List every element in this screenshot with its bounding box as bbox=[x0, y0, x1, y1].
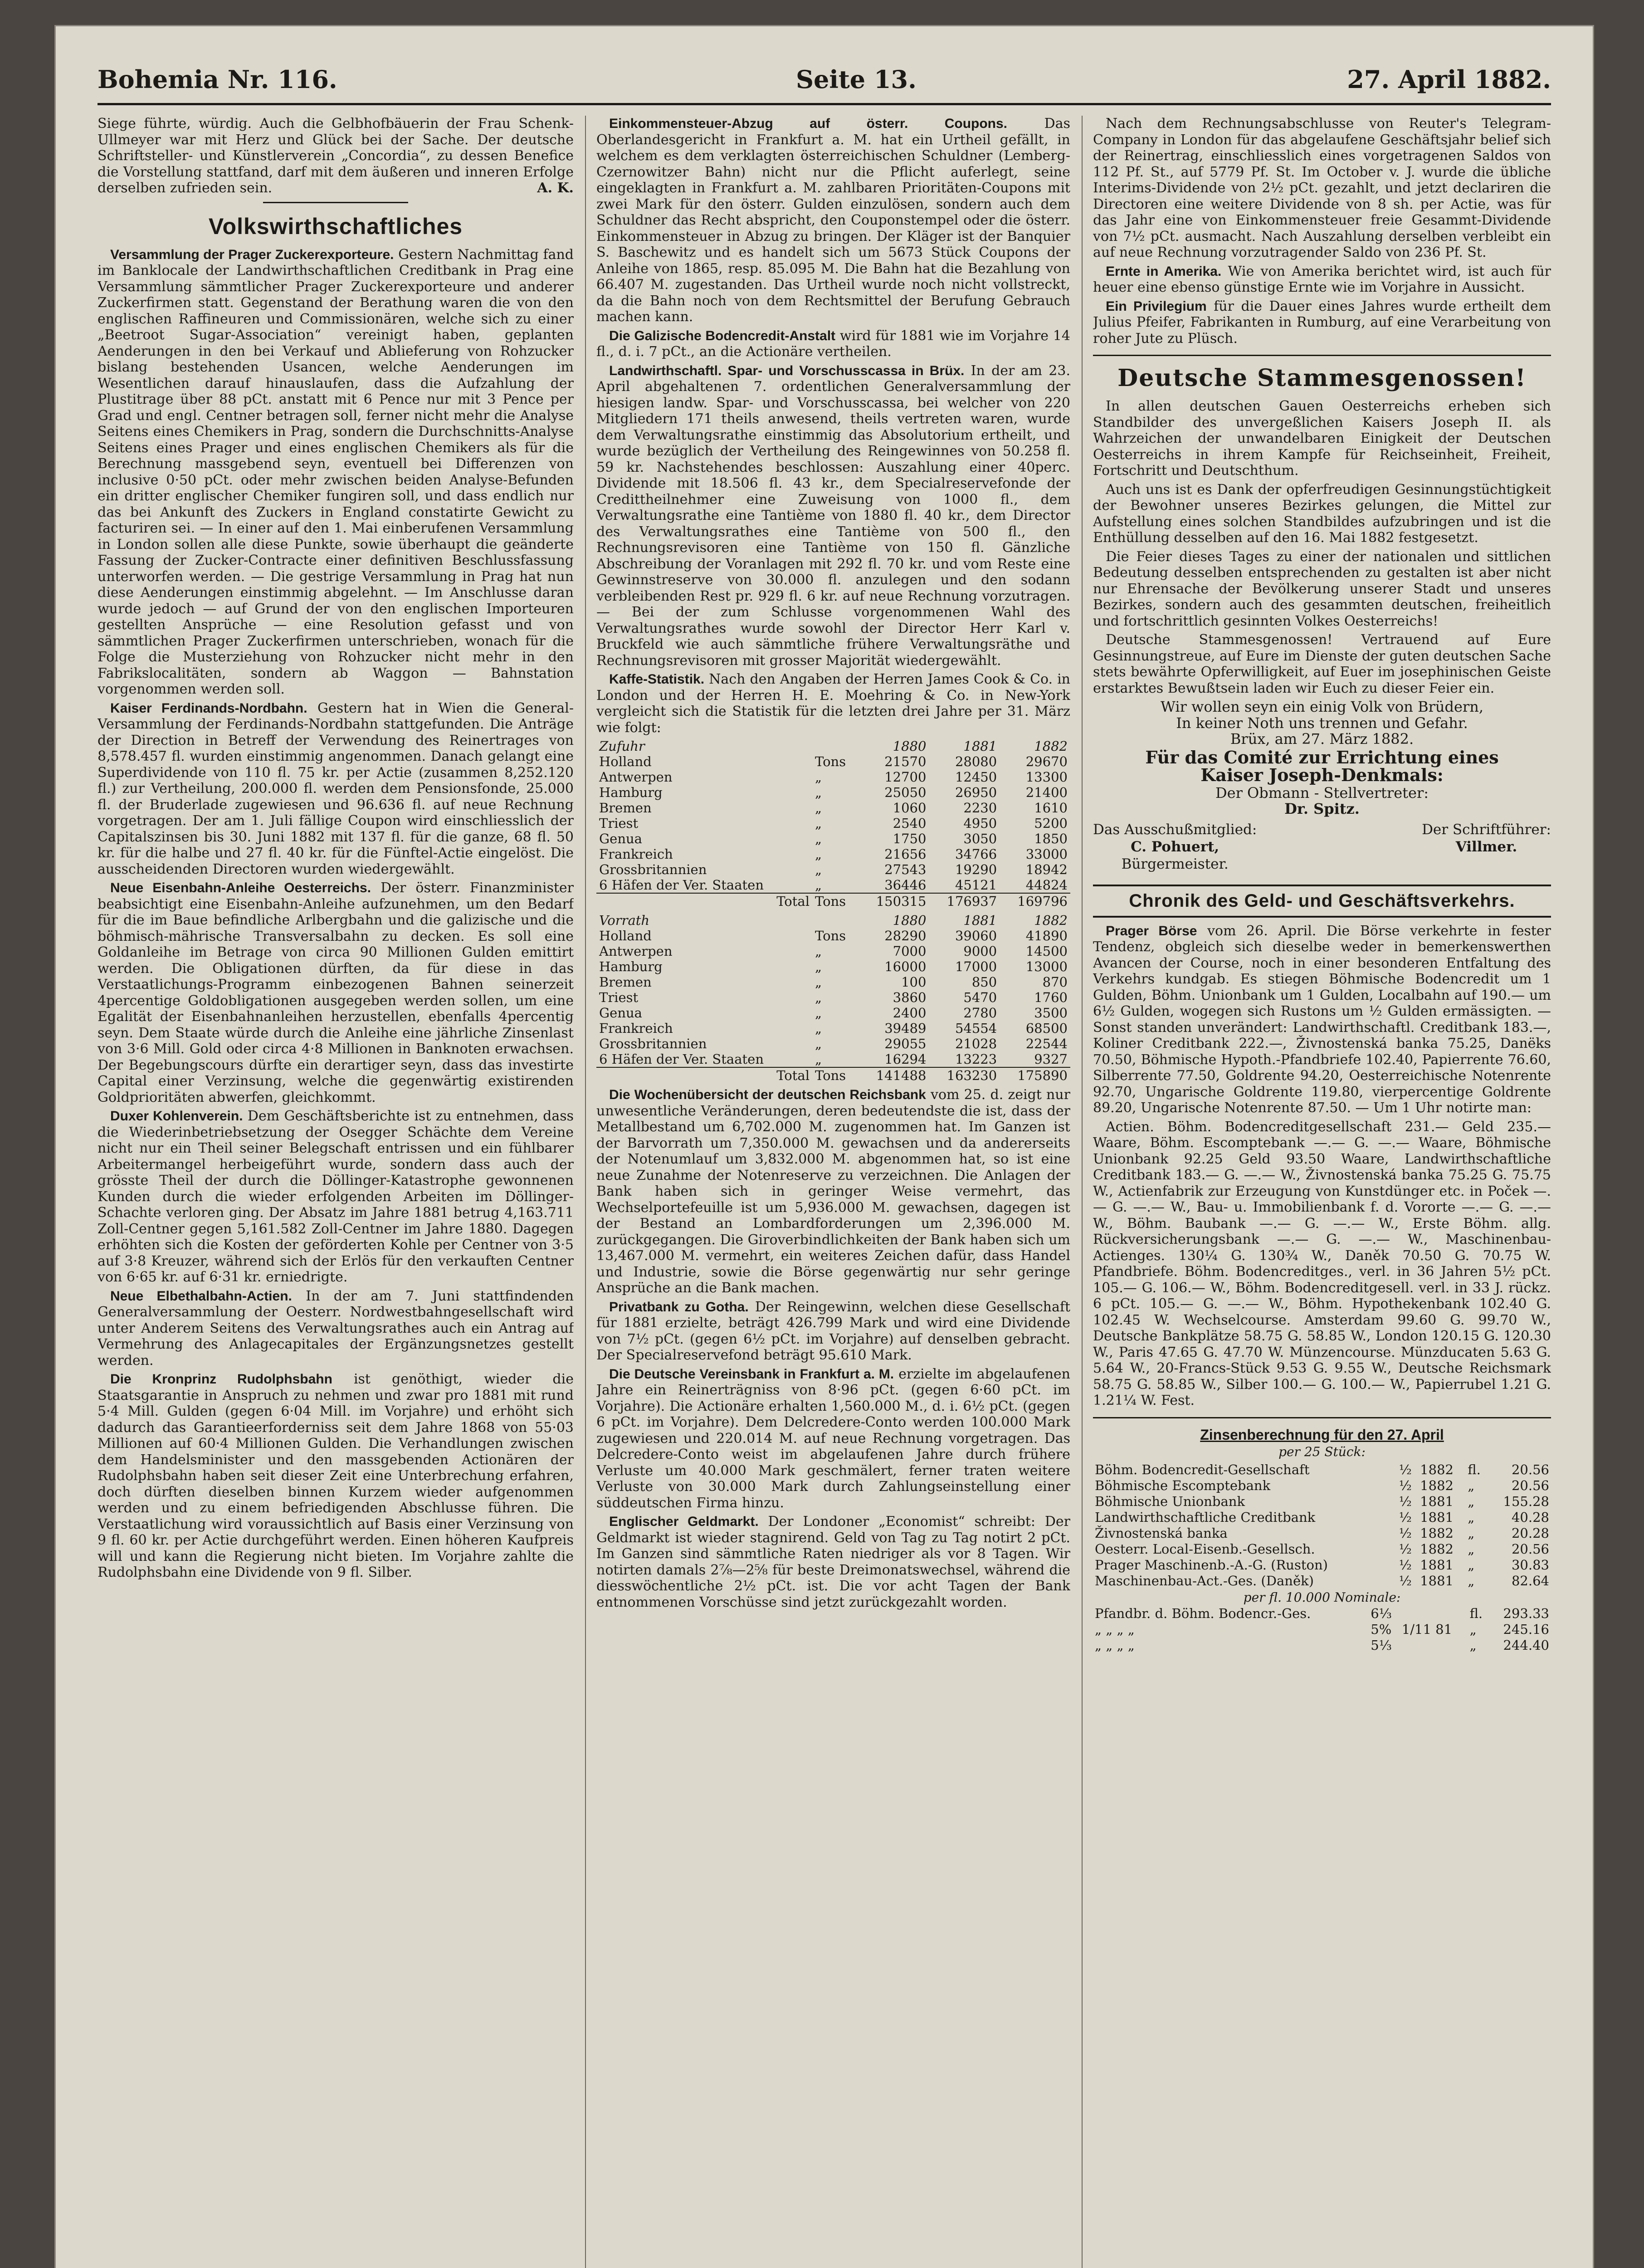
paragraph-text: Nach den Angaben der Herren James Cook & Co. in London und der Herren H. E. Moehring & Co. in New-York vergleicht sich die Statistik für die letzten drei Jahre per 31. März wie folgt: bbox=[596, 671, 1070, 736]
security-name: Landwirthschaftliche Creditbank bbox=[1095, 1509, 1316, 1525]
page-header bbox=[98, 52, 1551, 107]
security-name: Böhm. Bodencredit-Gesellschaft bbox=[1095, 1461, 1310, 1477]
fraction: ½ bbox=[1399, 1573, 1412, 1589]
currency: „ bbox=[1468, 1573, 1475, 1589]
value-cell: 9000 bbox=[963, 943, 997, 959]
paragraph-text: Dem Geschäftsberichte ist zu entnehmen, dass die Wiederinbetriebsetzung der Osegger Schächte dem Vereine nicht nur ein Theil seiner Belegschaft entrissen und ein fühlbarer Arbeitermangel herbeigeführt wurde, sondern dass auch der grösste Theil der durch die Döllinger-Katastrophe gewonnenen Kunden durch die wieder erfolgenden Arbeiten im Döllinger-Schachte verloren ging. Der Absatz im Jahre 1881 betrug 4,163.711 Zoll-Centner gegen 5,161.582 Zoll-Centner im Jahre 1880. Dagegen erhöhten sich die Kosten der geförderten Kohle per Centner von 3·5 auf 3·8 Kreuzer, während sich der Erlös für den verkauften Centner von 6·65 kr. auf 6·31 kr. erniedrigte. bbox=[98, 1108, 574, 1285]
article-keyword: Kaiser Ferdinands-Nordbahn. bbox=[110, 700, 307, 716]
table-row bbox=[596, 800, 1070, 816]
year: 1882 bbox=[1420, 1541, 1454, 1557]
unit-cell: „ bbox=[815, 943, 822, 959]
value-cell: 28290 bbox=[884, 928, 927, 943]
currency: „ bbox=[1469, 1621, 1477, 1637]
unit-cell: „ bbox=[815, 785, 822, 800]
value-cell: 4950 bbox=[963, 816, 997, 831]
amount: 20.56 bbox=[1511, 1461, 1549, 1477]
section-title: Chronik des Geld- und Geschäftsverkehrs. bbox=[1093, 885, 1551, 918]
date bbox=[1400, 1637, 1468, 1653]
article-paragraph bbox=[98, 1288, 574, 1369]
total-value: 163230 bbox=[929, 1067, 1000, 1083]
security-name: Böhmische Unionbank bbox=[1095, 1493, 1245, 1509]
currency: fl. bbox=[1468, 1461, 1481, 1477]
unit-cell: „ bbox=[815, 877, 822, 893]
table-label: Vorrath bbox=[599, 913, 650, 928]
article-paragraph bbox=[98, 1108, 574, 1286]
value-cell: 19290 bbox=[955, 862, 997, 877]
port-name: Triest bbox=[599, 990, 639, 1005]
total-value: 169796 bbox=[1000, 893, 1070, 909]
port-name: Triest bbox=[599, 816, 639, 831]
currency: „ bbox=[1468, 1493, 1475, 1509]
amount: 82.64 bbox=[1511, 1573, 1549, 1589]
article-keyword: Ernte in Amerika. bbox=[1106, 264, 1222, 279]
amount: 20.28 bbox=[1511, 1525, 1549, 1541]
value-cell: 14500 bbox=[1025, 943, 1068, 959]
table-row bbox=[1093, 1622, 1551, 1637]
header-date: 27. April 1882. bbox=[1347, 65, 1551, 94]
article-keyword: Die Kronprinz Rudolphsbahn bbox=[110, 1372, 332, 1387]
value-cell: 39489 bbox=[884, 1021, 927, 1036]
amount: 245.16 bbox=[1503, 1621, 1549, 1637]
pfandbrief-table bbox=[1093, 1606, 1551, 1653]
unit-cell: Tons bbox=[815, 928, 846, 943]
table-row bbox=[1093, 1541, 1551, 1557]
theatre-review-ending bbox=[98, 116, 574, 196]
interest-table-subtitle: per 25 Stück: bbox=[1278, 1444, 1366, 1459]
fraction: ½ bbox=[1399, 1509, 1412, 1525]
unit-cell: Tons bbox=[812, 893, 859, 909]
signatory-role: Das Ausschußmitglied: bbox=[1093, 821, 1257, 838]
port-name: Grossbritannien bbox=[599, 1036, 707, 1051]
article-paragraph bbox=[98, 247, 574, 698]
article-paragraph bbox=[1093, 264, 1551, 296]
signatory-role: Der Schriftführer: bbox=[1422, 821, 1551, 838]
value-cell: 13000 bbox=[1025, 959, 1068, 974]
paragraph-text: vom 26. April. Die Börse verkehrte in fester Tendenz, obgleich sich dieselbe weder in bemerkenswerthen Avancen der Course, noch in einer besonderen Entfaltung des Verkehrs kundgab. Es stiegen Böhmische Bodencredit um 1 Gulden, Böhm. Unionbank um 1 Gulden, Localbahn auf 190.— um 6½ Gulden, wogegen sich Rustons um ½ Gulden ermässigten. — Sonst standen unverändert: Landwirthschaftl. Creditbank 183.—, Koliner Creditbank 222.—, Živnostenská banka 75.25, Danëks 70.50, Böhmische Hypoth.-Pfandbriefe 102.40, Papierrente 76.60, Silberrente 77.50, Goldrente 94.20, Oesterreichische Notenrente 92.70, Ungarische Goldrente 119.80, vierpercentige Goldrente 89.20, Ungarische Notenrente 87.50. — Um 1 Uhr notirte man: bbox=[1093, 923, 1551, 1116]
port-name: Antwerpen bbox=[599, 943, 673, 959]
port-name: Frankreich bbox=[599, 1021, 673, 1036]
security-name: Prager Maschinenb.-A.-G. (Ruston) bbox=[1095, 1557, 1328, 1573]
table-row bbox=[596, 928, 1070, 943]
paragraph-text: wird für 1881 wie im Vorjahre 14 fl., d. i. 7 pCt., an die Actionäre vertheilen. bbox=[596, 327, 1070, 360]
table-row bbox=[596, 959, 1070, 974]
table-row bbox=[1093, 1637, 1551, 1653]
header-masthead: Bohemia Nr. 116. bbox=[98, 65, 337, 94]
table-row bbox=[1093, 1525, 1551, 1541]
table-row bbox=[1093, 1573, 1551, 1589]
value-cell: 33000 bbox=[1025, 846, 1068, 862]
article-keyword: Privatbank zu Gotha. bbox=[609, 1299, 749, 1315]
security-name: Maschinenbau-Act.-Ges. (Daněk) bbox=[1095, 1573, 1314, 1589]
paragraph-text: Der österr. Finanzminister beabsichtigt eine Eisenbahn-Anleihe aufzunehmen, um den Bedarf für die im Baue befindliche Arlbergbahn und die galizische und die böhmisch-mährische Transversalbahn zu decken. Es soll eine Goldanleihe im Betrage von circa 90 Millionen Gulden emittirt werden. Die Obligationen dürften, da für diese in das Verstaatlichungs-Programm einbezogenen Bahnen seinerzeit 4percentige Goldobligationen ausgegeben werden sollen, um eine Egalität der Eisenbahnanleihen herzustellen, ebenfalls 4percentig seyn. Dem Staate würde durch die Anleihe eine jährliche Zinsenlast von 3·6 Mill. Gold oder circa 4·8 Millionen in Banknoten erwachsen. Der Begebungscours dürfte ein derartiger seyn, dass das investirte Capital einer Verzinsung, welche die gegenwärtig existirenden Goldprioritäten abwerfen, gleichkommt. bbox=[98, 880, 574, 1105]
article-keyword: Neue Eisenbahn-Anleihe Oesterreichs. bbox=[110, 880, 371, 895]
unit-cell: „ bbox=[815, 1021, 822, 1036]
total-value: 141488 bbox=[859, 1067, 929, 1083]
unit-cell: „ bbox=[815, 1051, 822, 1067]
article-keyword: Landwirthschaftl. Spar- und Vorschusscassa in Brüx. bbox=[609, 363, 965, 378]
value-cell: 12700 bbox=[884, 769, 927, 785]
unit-cell: „ bbox=[815, 846, 822, 862]
currency: fl. bbox=[1469, 1605, 1483, 1621]
article-keyword: Die Deutsche Vereinsbank in Frankfurt a. M. bbox=[609, 1366, 894, 1382]
currency: „ bbox=[1469, 1637, 1477, 1653]
fraction: ½ bbox=[1399, 1461, 1412, 1477]
value-cell: 29055 bbox=[884, 1036, 927, 1051]
value-cell: 1610 bbox=[1034, 800, 1068, 816]
security-name: Pfandbr. d. Böhm. Bodencr.-Ges. bbox=[1095, 1605, 1311, 1621]
percent: 5% bbox=[1371, 1621, 1392, 1637]
appeal-verse: Wir wollen seyn ein einig Volk von Brüdern, bbox=[1161, 698, 1483, 715]
port-name: Bremen bbox=[599, 800, 652, 816]
author-signature: A. K. bbox=[537, 180, 574, 196]
fraction: ½ bbox=[1399, 1493, 1412, 1509]
amount: 30.83 bbox=[1511, 1557, 1549, 1573]
port-name: Holland bbox=[599, 928, 652, 943]
currency: „ bbox=[1468, 1557, 1475, 1573]
value-cell: 3860 bbox=[893, 990, 927, 1005]
paragraph-text: Der Reingewinn, welchen diese Gesellschaft für 1881 erzielte, beträgt 426.799 Mark und wird eine Dividende von 7½ pCt. (gegen 6½ pCt. im Vorjahre) auf denselben gebracht. Der Specialreservefond beträgt 95.610 Mark. bbox=[596, 1299, 1070, 1363]
fraction: ½ bbox=[1399, 1477, 1412, 1493]
coffee-stock-table bbox=[596, 913, 1070, 1083]
unit-cell: „ bbox=[815, 1036, 822, 1051]
year-header: 1881 bbox=[963, 738, 997, 754]
table-row bbox=[596, 1021, 1070, 1036]
value-cell: 16000 bbox=[884, 959, 927, 974]
value-cell: 3500 bbox=[1034, 1005, 1068, 1021]
appeal-verse: In keiner Noth uns trennen und Gefahr. bbox=[1176, 714, 1468, 732]
unit-cell: „ bbox=[815, 990, 822, 1005]
table-row bbox=[1093, 1510, 1551, 1525]
table-row bbox=[596, 769, 1070, 785]
value-cell: 850 bbox=[971, 974, 997, 990]
security-name: Živnostenská banka bbox=[1095, 1525, 1228, 1541]
year-header: 1880 bbox=[893, 913, 927, 928]
table-row bbox=[596, 1036, 1070, 1051]
article-paragraph bbox=[98, 700, 574, 878]
column-divider bbox=[1082, 116, 1083, 2268]
header-rule bbox=[98, 103, 1551, 105]
security-name: „ „ „ „ bbox=[1095, 1637, 1135, 1653]
table-row bbox=[1093, 1606, 1551, 1622]
article-paragraph bbox=[596, 671, 1070, 736]
amount: 20.56 bbox=[1511, 1541, 1549, 1557]
table-row bbox=[1093, 1494, 1551, 1510]
percent: 5⅓ bbox=[1371, 1637, 1392, 1653]
value-cell: 870 bbox=[1042, 974, 1068, 990]
chair-name: Dr. Spitz. bbox=[1284, 800, 1360, 817]
year: 1882 bbox=[1420, 1525, 1454, 1541]
year: 1881 bbox=[1420, 1493, 1454, 1509]
table-row bbox=[596, 877, 1070, 893]
column-middle bbox=[596, 116, 1070, 2268]
signatory-title: Bürgermeister. bbox=[1121, 855, 1229, 872]
value-cell: 39060 bbox=[955, 928, 997, 943]
port-name: Hamburg bbox=[599, 785, 663, 800]
year-header: 1881 bbox=[963, 913, 997, 928]
value-cell: 1850 bbox=[1034, 831, 1068, 846]
port-name: Genua bbox=[599, 1005, 642, 1021]
value-cell: 2230 bbox=[963, 800, 997, 816]
value-cell: 2540 bbox=[893, 816, 927, 831]
value-cell: 9327 bbox=[1034, 1051, 1068, 1067]
value-cell: 36446 bbox=[884, 877, 927, 893]
paragraph-text: Der Londoner „Economist“ schreibt: Der Geldmarkt ist wieder stagnirend. Geld von Tag zu Tag notirt 2 pCt. Im Ganzen sind sämmtliche Raten niedriger als vor 8 Tagen. Wir notirten damals 2⅞—2⅝ für beste Dreimonatswechsel, während die diesswöchentliche 2½ pCt. ist. Die vor acht Tagen der Bank entnommenen Vorschüsse sind jetzt zurückgezahlt worden. bbox=[596, 1514, 1070, 1610]
value-cell: 100 bbox=[901, 974, 927, 990]
article-paragraph bbox=[1093, 923, 1551, 1116]
value-cell: 45121 bbox=[955, 877, 997, 893]
amount: 293.33 bbox=[1503, 1605, 1549, 1621]
column-left bbox=[98, 116, 574, 2268]
port-name: Antwerpen bbox=[599, 769, 673, 785]
separator bbox=[1093, 1417, 1551, 1418]
article-paragraph bbox=[1093, 298, 1551, 347]
value-cell: 68500 bbox=[1025, 1021, 1068, 1036]
value-cell: 54554 bbox=[955, 1021, 997, 1036]
value-cell: 34766 bbox=[955, 846, 997, 862]
article-paragraph bbox=[596, 1087, 1070, 1296]
column-right bbox=[1093, 116, 1551, 2268]
value-cell: 28080 bbox=[955, 754, 997, 769]
port-name: Hamburg bbox=[599, 959, 663, 974]
year: 1882 bbox=[1420, 1477, 1454, 1493]
paragraph-text: In der am 23. April abgehaltenen 7. ordentlichen Generalversammlung der hiesigen landw. Spar- und Vorschusscassa, bei welcher von 220 Mitgliedern 171 theils anwesend, theils vertreten waren, wurde dem Verwaltungsrathe einstimmig das Absolutorium ertheilt, und wurde bezüglich der Vertheilung des Reingewinnes von 50.258 fl. 59 kr. Nachstehendes beschlossen: Auszahlung einer 40perc. Dividende mit 18.506 fl. 43 kr., dem Specialreservefonde der Credittheilnehmer eine Zuweisung von 1000 fl., dem Verwaltungsrathe eine Tantième von 1880 fl. 40 kr., dem Director des Verwaltungsrathes eine Tantième von 500 fl., den Rechnungsrevisoren eine Tantième von 150 fl. Gänzliche Abschreibung der Voranlagen mit 292 fl. 70 kr. und vom Reste eine Gewinnstreserve von 30.000 fl. anzulegen und den sodann verbleibenden Rest pr. 929 fl. 6 kr. auf neue Rechnung vorzutragen. — Bei der zum Schlusse vorgenommenen Wahl des Verwaltungsrathes wurde sowohl der Director Herr Karl v. Bruckfeld wie auch sämmtliche frühere Verwaltungsräthe und Rechnungsrevisoren mit grosser Majorität wiedergewählt. bbox=[596, 362, 1070, 669]
value-cell: 26950 bbox=[955, 785, 997, 800]
paragraph-text: Nach dem Rechnungsabschlusse von Reuter's Telegram-Company in London für das abgelaufene Geschäftsjahr belief sich der Reinertrag, einschliesslich eines vorgetragenen Saldos von 112 Pf. St., auf 5779 Pf. St. Im October v. J. wurde die übliche Interims-Dividende von 2½ pCt. gezahlt, und jetzt declariren die Directoren eine weitere Dividende von 8 sh. per Actie, was für das Jahr eine von Einkommensteuer freie Gesammt-Dividende von 7½ pCt. ausmacht. Nach Auszahlung derselben verbleibt ein auf neue Rechnung vorzutragender Saldo von 236 Pf. St. bbox=[1093, 116, 1551, 260]
article-paragraph bbox=[596, 1514, 1070, 1610]
value-cell: 21570 bbox=[884, 754, 927, 769]
appeal-paragraph: In allen deutschen Gauen Oesterreichs erheben sich Standbilder des unvergeßlichen Kaisers Joseph II. als Wahrzeichen der unwandelbaren Einigkeit der Deutschen Oesterreichs in ihrem Kampfe für Reichseinheit, Freiheit, Fortschritt und Deutschthum. bbox=[1093, 398, 1551, 479]
value-cell: 2400 bbox=[893, 1005, 927, 1021]
total-label: Total bbox=[596, 1067, 812, 1083]
paragraph-text: ist genöthigt, wieder die Staatsgarantie in Anspruch zu nehmen und zwar pro 1881 mit rund 5·4 Mill. Gulden (gegen 6·04 Mill. im Vorjahre) und erhöht sich dadurch das Garantieerforderniss seit dem Jahre 1868 von 55·03 Millionen auf 60·4 Millionen Gulden. Die Verhandlungen zwischen dem Handelsminister und den massgebenden Actionären der Rudolphsbahn haben seit dieser Zeit eine Unterbrechung erfahren, doch dürften dieselben binnen Kurzem wieder aufgenommen werden und zu einem befriedigenden Abschlusse führen. Die Verstaatlichung wird voraussichtlich auf Basis einer Verzinsung von 9 fl. 60 kr. per Actie durchgeführt werden. Einen höheren Kaufpreis will und kann die Regierung nicht bieten. Im Vorjahre zahlte die Rudolphsbahn eine Dividende von 9 fl. Silber. bbox=[98, 1371, 574, 1580]
date bbox=[1400, 1606, 1468, 1622]
unit-cell: „ bbox=[815, 831, 822, 846]
value-cell: 3050 bbox=[963, 831, 997, 846]
table-row bbox=[596, 862, 1070, 877]
appeal-paragraph: Auch uns ist es Dank der opferfreudigen Gesinnungstüchtigkeit der Bewohner unseres Bezirkes gelungen, die Mittel zur Aufstellung eines solchen Standbildes aufzubringen und ist die Enthüllung desselben auf den 16. Mai 1882 festgesetzt. bbox=[1093, 481, 1551, 546]
total-value: 150315 bbox=[859, 893, 929, 909]
value-cell: 5470 bbox=[963, 990, 997, 1005]
unit-cell: „ bbox=[815, 1005, 822, 1021]
paragraph-text: erzielte im abgelaufenen Jahre ein Reinerträgniss von 8·96 pCt. (gegen 6·60 pCt. im Vorjahre). Die Actionäre erhalten 1,560.000 M., d. i. 6½ pCt. (gegen 6 pCt. im Vorjahre). Dem Delcredere-Conto werden 100.000 Mark zugewiesen und 220.014 M. auf neue Rechnung vorgetragen. Das Delcredere-Conto weist im abgelaufenen Jahre durch frühere Verluste um 40.000 Mark geschmälert, ferner traten weitere Verluste von 30.000 Mark durch Zahlungseinstellung einer süddeutschen Firma hinzu. bbox=[596, 1366, 1070, 1511]
article-paragraph bbox=[596, 1299, 1070, 1364]
table-row bbox=[596, 974, 1070, 990]
currency: „ bbox=[1468, 1477, 1475, 1493]
table-row bbox=[596, 785, 1070, 800]
article-paragraph bbox=[596, 116, 1070, 325]
amount: 40.28 bbox=[1511, 1509, 1549, 1525]
committee-line: Für das Comité zur Errichtung eines bbox=[1145, 747, 1499, 767]
interest-table-title: Zinsenberechnung für den 27. April bbox=[1200, 1426, 1444, 1443]
article-paragraph bbox=[98, 1371, 574, 1581]
paragraph-text: Wie von Amerika berichtet wird, ist auch für heuer eine ebenso günstige Ernte wie im Vorjahre in Aussicht. bbox=[1093, 263, 1551, 295]
value-cell: 1750 bbox=[893, 831, 927, 846]
currency: „ bbox=[1468, 1525, 1475, 1541]
article-paragraph bbox=[596, 363, 1070, 669]
paragraph-text: Gestern hat in Wien die General-Versammlung der Ferdinands-Nordbahn stattgefunden. Die Anträge der Direction in Betreff der Verwendung des Reinertrages von 8,578.457 fl. wurden einstimmig angenommen. Danach gelangt eine Superdividende von 110 fl. 75 kr. per Actie (zusammen 8,252.120 fl.) zur Vertheilung, 200.000 fl. werden dem Pensionsfonde, 25.000 fl. der Bruderlade zugewiesen und 96.636 fl. auf neue Rechnung vorgetragen. Der am 1. Juli fällige Coupon wird einschliesslich der Capitalszinsen bis 30. Juni 1882 mit 137 fl. für die ganze, 68 fl. 50 kr. für die halbe und 27 fl. 40 kr. für die Fünftel-Actie eingelöst. Die ausscheidenden Directoren wurden wiedergewählt. bbox=[98, 700, 574, 877]
value-cell: 41890 bbox=[1025, 928, 1068, 943]
coffee-import-table bbox=[596, 738, 1070, 909]
paragraph-text: vom 25. d. zeigt nur unwesentliche Veränderungen, deren bedeutendste die ist, dass der Metallbestand um 6,702.000 M. zugenommen hat. Im Ganzen ist der Barvorrath um 7,350.000 M. gewachsen und da andererseits der Notenumlauf um 3,832.000 M. abgenommen hat, so ist eine neue Zunahme der Notenreserve zu verzeichnen. Die Anlagen der Bank haben sich in geringer Weise vermehrt, das Wechselportefeuille ist um 5,936.000 M. gewachsen, dagegen ist der Bestand an Lombardforderungen um 2,396.000 M. zurückgegangen. Die Giroverbindlichkeiten der Bank haben sich um 13,467.000 M. vermehrt, ein weiteres Zeichen dafür, dass Handel und Industrie, sowie die Börse gegenwärtig nur sehr geringe Ansprüche an die Bank machen. bbox=[596, 1087, 1070, 1296]
port-name: Frankreich bbox=[599, 846, 673, 862]
table-row bbox=[596, 846, 1070, 862]
date: 1/11 81 bbox=[1401, 1621, 1453, 1637]
year-header: 1880 bbox=[893, 738, 927, 754]
value-cell: 21028 bbox=[955, 1036, 997, 1051]
value-cell: 27543 bbox=[884, 862, 927, 877]
unit-cell: „ bbox=[815, 959, 822, 974]
article-keyword: Versammlung der Prager Zuckerexporteure. bbox=[110, 247, 394, 262]
article-keyword: Neue Elbethalbahn-Actien. bbox=[110, 1288, 292, 1304]
paragraph-text: Siege führte, würdig. Auch die Gelbhofbäuerin der Frau Schenk-Ullmeyer war mit Herz und Glück bei der Sache. Der deutsche Schriftsteller- und Künstlerverein „Concordia“, zu dessen Benefice die Vorstellung stattfand, darf mit dem äußeren und inneren Erfolge derselben zufrieden sein. bbox=[98, 116, 574, 196]
value-cell: 17000 bbox=[955, 959, 997, 974]
unit-cell: „ bbox=[815, 862, 822, 877]
article-paragraph bbox=[98, 880, 574, 1105]
total-label: Total bbox=[596, 893, 812, 909]
value-cell: 5200 bbox=[1034, 816, 1068, 831]
fraction: ½ bbox=[1399, 1525, 1412, 1541]
newspaper-page bbox=[54, 25, 1594, 2268]
table-row bbox=[596, 990, 1070, 1005]
unit-cell: „ bbox=[815, 800, 822, 816]
table-label: Zufuhr bbox=[599, 738, 645, 754]
unit-cell: „ bbox=[815, 974, 822, 990]
value-cell: 12450 bbox=[955, 769, 997, 785]
table-row bbox=[596, 831, 1070, 846]
currency: „ bbox=[1468, 1541, 1475, 1557]
total-value: 175890 bbox=[1000, 1067, 1070, 1083]
article-paragraph bbox=[1093, 116, 1551, 261]
port-name: 6 Häfen der Ver. Staaten bbox=[599, 1051, 764, 1067]
table-row bbox=[596, 1051, 1070, 1067]
table-row bbox=[596, 754, 1070, 769]
paragraph-text: Das Oberlandesgericht in Frankfurt a. M. hat ein Urtheil gefällt, in welchem es dem verklagten österreichischen Schuldner (Lemberg-Czernowitzer Bahn) nicht nur die Pflicht auferlegt, seine eingeklagten in Frankfurt a. M. zahlbaren Prioritäten-Coupons mit zwei Mark für den österr. Gulden einzulösen, sondern auch dem Schuldner das Recht abspricht, den Couponstempel oder die österr. Einkommensteuer in Abzug zu bringen. Der Kläger ist der Banquier S. Baschewitz und es handelt sich um 5673 Stück Coupons der Anleihe von 1865, resp. 85.095 M. Die Bahn hat die Bezahlung von 66.407 M. zugestanden. Das Urtheil wurde noch nicht vollstreckt, da die Bahn noch von dem Rechtsmittel der Berufung Gebrauch machen kann. bbox=[596, 116, 1070, 325]
section-title: Volkswirthschaftliches bbox=[208, 213, 463, 239]
paragraph-text: Gestern Nachmittag fand im Banklocale der Landwirthschaftlichen Creditbank in Prag eine Versammlung sämmtlicher Prager Zuckerexporteure und anderer Zuckerfirmen statt. Gegenstand der Berathung waren die von den englischen Raffineuren und Commissionären, welche sich zu einer „Beetroot Sugar-Association“ vereinigt haben, geplanten Aenderungen in den bei Verkauf und Ablieferung von Rohzucker bislang bestehenden Usancen, welche Aenderungen im Wesentlichen darauf hinauslaufen, dass die Aufzahlung der Plustitrage über 88 pCt. anstatt mit 6 Pence nur mit 3 Pence per Grad und engl. Centner betragen soll, ferner nicht mehr die Analyse Seitens eines Chemikers in Prag, sondern die Durchschnitts-Analyse Seitens eines Prager und eines englischen Chemikers als für die Berechnung massgebend seyn, eventuell bei Differenzen von inclusive 0·50 pCt. oder mehr zwischen beiden Analyse-Befunden ein dritter englischer Chemiker fungiren soll, und dass endlich nur das bei Ankunft des Zuckers in England constatirte Gewicht zu facturiren sei. — In einer auf den 1. Mai einberufenen Versammlung in London sollen alle diese Punkte, sowie überhaupt die geänderte Fassung der Zucker-Contracte einer definitiven Beschlussfassung unterworfen werden. — Die gestrige Versammlung in Prag hat nun diese Aenderungen einstimmig abgelehnt. — Im Anschlusse daran wurde jedoch — auf Grund der von den englischen Importeuren gestellten Ansprüche — eine Resolution gefasst und von sämmtlichen Prager Zuckerfirmen unterschrieben, wonach für die Folge die Musterziehung von Rohzucker nicht mehr in den Fabrikslocalitäten, sondern ab Waggon — Bahnstation vorgenommen werden soll. bbox=[98, 246, 574, 697]
signatory-name: C. Pohuert, bbox=[1131, 838, 1220, 855]
year: 1881 bbox=[1420, 1573, 1454, 1589]
article-paragraph bbox=[596, 328, 1070, 360]
unit-cell: Tons bbox=[812, 1067, 859, 1083]
port-name: Holland bbox=[599, 754, 652, 769]
article-keyword: Ein Privilegium bbox=[1106, 298, 1207, 314]
signatory-name: Villmer. bbox=[1455, 838, 1517, 855]
year-header: 1882 bbox=[1034, 738, 1068, 754]
paragraph-text: für die Dauer eines Jahres wurde ertheilt dem Julius Pfeifer, Fabrikanten in Rumburg, auf eine Verarbeitung von roher Jute zu Plüsch. bbox=[1093, 298, 1551, 347]
article-keyword: Einkommensteuer-Abzug auf österr. Coupons. bbox=[609, 116, 1008, 131]
value-cell: 44824 bbox=[1025, 877, 1068, 893]
table-row bbox=[596, 816, 1070, 831]
article-keyword: Die Galizische Bodencredit-Anstalt bbox=[609, 328, 836, 343]
table-row bbox=[596, 943, 1070, 959]
value-cell: 18942 bbox=[1025, 862, 1068, 877]
article-paragraph bbox=[596, 1366, 1070, 1511]
value-cell: 16294 bbox=[884, 1051, 927, 1067]
value-cell: 1760 bbox=[1034, 990, 1068, 1005]
year-header: 1882 bbox=[1034, 913, 1068, 928]
year: 1881 bbox=[1420, 1557, 1454, 1573]
separator bbox=[263, 202, 408, 203]
year: 1881 bbox=[1420, 1509, 1454, 1525]
value-cell: 13300 bbox=[1025, 769, 1068, 785]
year: 1882 bbox=[1420, 1461, 1454, 1477]
unit-cell: Tons bbox=[815, 754, 846, 769]
article-keyword: Die Wochenübersicht der deutschen Reichsbank bbox=[609, 1087, 926, 1102]
total-row bbox=[596, 893, 1070, 909]
article-keyword: Duxer Kohlenverein. bbox=[110, 1109, 243, 1124]
table-row bbox=[1093, 1478, 1551, 1494]
port-name: Bremen bbox=[599, 974, 652, 990]
paragraph-text: In der am 7. Juni stattfindenden Generalversammlung der Oesterr. Nordwestbahngesellschaft wird unter Anderem Seitens des Verwaltungsrathes auch ein Antrag auf Vermehrung des Anlagecapitales der Ergänzungsnetzes gestellt werden. bbox=[98, 1288, 574, 1369]
separator bbox=[1093, 355, 1551, 356]
value-cell: 13223 bbox=[955, 1051, 997, 1067]
total-row bbox=[596, 1067, 1070, 1083]
value-cell: 7000 bbox=[893, 943, 927, 959]
unit-cell: „ bbox=[815, 816, 822, 831]
fraction: ½ bbox=[1399, 1541, 1412, 1557]
fraction: ½ bbox=[1399, 1557, 1412, 1573]
signature-right bbox=[1422, 821, 1551, 873]
security-name: „ „ „ „ bbox=[1095, 1621, 1135, 1637]
security-name: Oesterr. Local-Eisenb.-Gesellsch. bbox=[1095, 1541, 1315, 1557]
appeal-place-date: Brüx, am 27. März 1882. bbox=[1230, 730, 1414, 748]
value-cell: 25050 bbox=[884, 785, 927, 800]
interest-table-footer: per fl. 10.000 Nominale: bbox=[1243, 1589, 1401, 1605]
unit-cell: „ bbox=[815, 769, 822, 785]
committee-line: Kaiser Joseph-Denkmals: bbox=[1200, 765, 1444, 785]
interest-table bbox=[1093, 1462, 1551, 1589]
value-cell: 2780 bbox=[963, 1005, 997, 1021]
value-cell: 21656 bbox=[884, 846, 927, 862]
table-row bbox=[596, 1005, 1070, 1021]
article-keyword: Englischer Geldmarkt. bbox=[609, 1514, 759, 1529]
appeal-paragraph: Die Feier dieses Tages zu einer der nationalen und sittlichen Bedeutung desselben entsprechenden zu gestalten ist aber nicht nur Ehrensache der Bevölkerung unserer Stadt und unseres Bezirkes, sondern auch des gesammten deutschen, freiheitlich und fortschrittlich gesinnten Volkes Oesterreichs! bbox=[1093, 548, 1551, 629]
currency: „ bbox=[1468, 1509, 1475, 1525]
port-name: Grossbritannien bbox=[599, 862, 707, 877]
port-name: Genua bbox=[599, 831, 642, 846]
port-name: 6 Häfen der Ver. Staaten bbox=[599, 877, 764, 893]
table-row bbox=[1093, 1462, 1551, 1478]
value-cell: 22544 bbox=[1025, 1036, 1068, 1051]
value-cell: 21400 bbox=[1025, 785, 1068, 800]
value-cell: 1060 bbox=[893, 800, 927, 816]
amount: 155.28 bbox=[1503, 1493, 1549, 1509]
amount: 20.56 bbox=[1511, 1477, 1549, 1493]
article-keyword: Prager Börse bbox=[1106, 923, 1197, 938]
table-row bbox=[1093, 1557, 1551, 1573]
chair-role: Der Obmann - Stellvertreter: bbox=[1215, 784, 1429, 802]
signature-left bbox=[1093, 821, 1257, 873]
total-value: 176937 bbox=[929, 893, 1000, 909]
amount: 244.40 bbox=[1503, 1637, 1549, 1653]
article-keyword: Kaffe-Statistik. bbox=[609, 672, 705, 687]
signature-row bbox=[1093, 821, 1551, 873]
header-page-number: Seite 13. bbox=[796, 65, 917, 94]
column-divider bbox=[585, 116, 586, 2268]
security-name: Böhmische Escomptebank bbox=[1095, 1477, 1271, 1493]
appeal-title: Deutsche Stammesgenossen! bbox=[1117, 364, 1527, 392]
percent: 6⅓ bbox=[1371, 1605, 1392, 1621]
value-cell: 29670 bbox=[1025, 754, 1068, 769]
appeal-paragraph: Deutsche Stammesgenossen! Vertrauend auf Eure Gesinnungstreue, auf Eure im Dienste der guten deutschen Sache stets bewährte Opferwilligkeit, auf Euer im josephinischen Geiste erstarktes Bewußtsein laden wir Euch zu dieser Feier ein. bbox=[1093, 632, 1551, 696]
appeal-notice bbox=[1093, 364, 1551, 873]
exchange-quotes: Actien. Böhm. Bodencreditgesellschaft 231.— Geld 235.— Waare, Böhm. Escomptebank —.— G. —.— Waare, Böhmische Unionbank 92.25 Geld 93.50 Waare, Landwirthschaftliche Creditbank 183.— G. —.— W., Živnostenská banka 75.25 G. 75.75 W., Actienfabrik zur Erzeugung von Kunstdünger etc. in Poček —.— G. —.— W., Bau- u. Immobilienbank f. d. Vororte —.— G. —.— W., Böhm. Baubank —.— G. —.— W., Erste Böhm. allg. Rückversicherungsbank —.— G. —.— W., Maschinenbau-Actienges. 130¼ G. 130¾ W., Daněk 70.50 G. 70.75 W. Pfandbriefe. Böhm. Bodencreditges., verl. in 36 Jahren 5½ pCt. 105.— G. 106.— W., Böhm. Bodencreditgesell. verl. in 33 J. rückz. 6 pCt. 105.— G. —.— W., Böhm. Hypothekenbank 102.40 G. 102.45 W. Wechselcourse. Amsterdam 99.60 G. 99.70 W., Deutsche Bankplätze 58.75 G. 58.85 W., London 120.15 G. 120.30 W., Paris 47.65 G. 47.70 W. Münzencourse. Münzducaten 5.63 G. 5.64 W., 20-Francs-Stück 9.53 G. 9.55 W., Deutsche Reichsmark 58.75 G. 58.85 W., Silber 100.— G. 100.— W., Papierrubel 1.21 G. 1.21¼ W. Fest. bbox=[1093, 1119, 1551, 1408]
